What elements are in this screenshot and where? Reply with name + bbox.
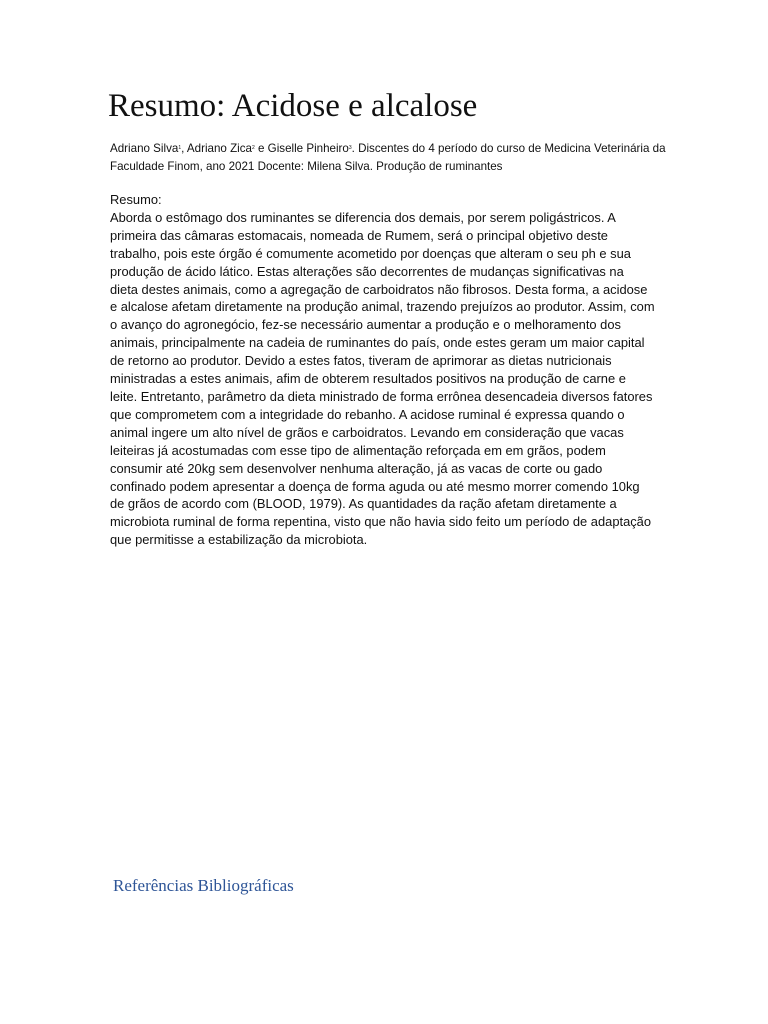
byline-separator: e: [254, 142, 268, 155]
document-title: Resumo: Acidose e alcalose: [108, 88, 478, 124]
byline-separator: ,: [181, 142, 187, 155]
author-name: Adriano Silva: [110, 142, 179, 155]
abstract-label: Resumo:: [110, 192, 162, 207]
byline-details: . Discentes do 4 período do curso de Medicina Veterinária da Faculdade Finom, ano 2021 Docente: Milena Silva. Produção de ruminantes: [110, 142, 666, 173]
author-affiliation-mark: 3: [348, 145, 352, 151]
references-heading: Referências Bibliográficas: [113, 876, 294, 895]
author-affiliation-mark: 2: [252, 145, 255, 151]
author-byline: [110, 139, 670, 176]
author-affiliation-mark: 1: [178, 145, 182, 151]
abstract-section: [110, 191, 655, 549]
abstract-body: Aborda o estômago dos ruminantes se diferencia dos demais, por serem poligástricos. A primeira das câmaras estomacais, nomeada de Rumem, será o principal objetivo deste trabalho, pois este órgão é comumente acometido por doenças que alteram o seu ph e sua produção de ácido lático. Estas alterações são decorrentes de mudanças significativas na dieta destes animais, como a agregação de carboidratos não fibrosos. Desta forma, a acidose e alcalose afetam diretamente na produção animal, trazendo prejuízos ao produtor. Assim, com o avanço do agronegócio, fez-se necessário aumentar a produção e o melhoramento dos animais, principalmente na cadeia de ruminantes do país, onde estes geram um maior capital de retorno ao produtor. Devido a estes fatos, tiveram de aprimorar as dietas nutricionais ministradas a estes animais, afim de obterem resultados positivos na produção de carne e leite. Entretanto, parâmetro da dieta ministrado de forma errônea desencadeia diversos fatores que comprometem com a integridade do rebanho. A acidose ruminal é expressa quando o animal ingere um alto nível de grãos e carboidratos. Levando em consideração que vacas leiteiras já acostumadas com esse tipo de alimentação reforçada em em grãos, podem consumir até 20kg sem desenvolver nenhuma alteração, já as vacas de corte ou gado confinado podem apresentar a doença de forma aguda ou até mesmo morrer comendo 10kg de grãos de acordo com (BLOOD, 1979). As quantidades da ração afetam diretamente a microbiota ruminal de forma repentina, visto que não havia sido feito um período de adaptação que permitisse a estabilização da microbiota.: [110, 209, 655, 548]
author-name: Giselle Pinheiro: [267, 142, 349, 155]
author-name: Adriano Zica: [186, 142, 252, 155]
